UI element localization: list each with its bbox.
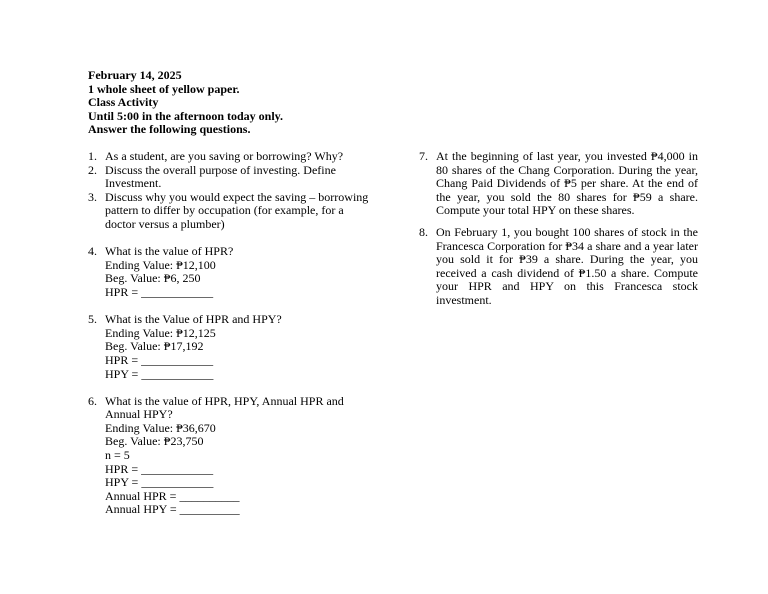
question-text: As a student, are you saving or borrowing? Why? [105,149,344,163]
instruction-line: Answer the following questions. [88,122,251,137]
question-text: Annual HPY? [105,407,173,422]
activity-title: Class Activity [88,95,159,110]
periods-value: n = 5 [105,448,130,463]
question-text: On February 1, you bought 100 shares of stock in the Francesca Corporation for ₱34 a share and a year later you sold it for ₱39 a share. During the year, you received a cash dividend of ₱1.50 a share. Compute your HPR and HPY on this Francesca stock investment. [436,224,698,307]
hpr-answer-blank: HPR = ____________ [105,352,214,367]
hpy-answer-blank: HPY = ____________ [105,366,214,381]
question-number: 4. [88,244,97,259]
hpr-answer-blank: HPR = ____________ [105,461,214,476]
question-1 [88,150,368,164]
question-8 [419,226,698,308]
question-text: What is the value of HPR, HPY, Annual HPR and [105,393,344,408]
hpr-answer-blank: HPR = ____________ [105,284,214,299]
question-number: 6. [88,393,97,408]
ending-value: Ending Value: ₱36,670 [105,420,216,435]
question-2 [88,164,368,191]
question-number: 3. [88,189,97,204]
date-line: February 14, 2025 [88,68,182,82]
question-number: 2. [88,162,97,177]
question-number: 1. [88,149,97,163]
question-text: What is the Value of HPR and HPY? [105,312,282,327]
hpy-answer-blank: HPY = ____________ [105,475,214,490]
question-text: Discuss the overall purpose of investing. Define [105,162,336,177]
beginning-value: Beg. Value: ₱17,192 [105,339,204,354]
right-column [419,150,698,308]
left-column [88,150,368,517]
question-number: 7. [419,149,428,163]
question-text: At the beginning of last year, you invested ₱4,000 in 80 shares of the Chang Corporation. During the year, Chang Paid Dividends of ₱5 per share. At the end of the year, you sold the 80 shares for ₱59 a share. Compute your total HPY on these shares. [436,149,698,218]
deadline-line: Until 5:00 in the afternoon today only. [88,108,284,123]
paper-requirement: 1 whole sheet of yellow paper. [88,81,240,96]
question-7 [419,150,698,218]
assignment-header [88,69,283,137]
question-number: 8. [419,224,428,239]
ending-value: Ending Value: ₱12,100 [105,257,216,272]
beginning-value: Beg. Value: ₱6, 250 [105,271,201,286]
question-5 [88,313,368,381]
question-text: Investment. [105,176,162,191]
ending-value: Ending Value: ₱12,125 [105,325,216,340]
beginning-value: Beg. Value: ₱23,750 [105,434,204,449]
question-text: doctor versus a plumber) [105,216,225,231]
question-text: What is the value of HPR? [105,244,234,259]
question-6 [88,395,368,517]
question-text: Discuss why you would expect the saving – borrowing [105,189,369,204]
question-text: pattern to differ by occupation (for example, for a [105,203,344,218]
annual-hpy-answer-blank: Annual HPY = __________ [105,502,240,517]
question-4 [88,245,368,299]
annual-hpr-answer-blank: Annual HPR = __________ [105,488,240,503]
question-number: 5. [88,312,97,327]
question-3 [88,191,368,232]
